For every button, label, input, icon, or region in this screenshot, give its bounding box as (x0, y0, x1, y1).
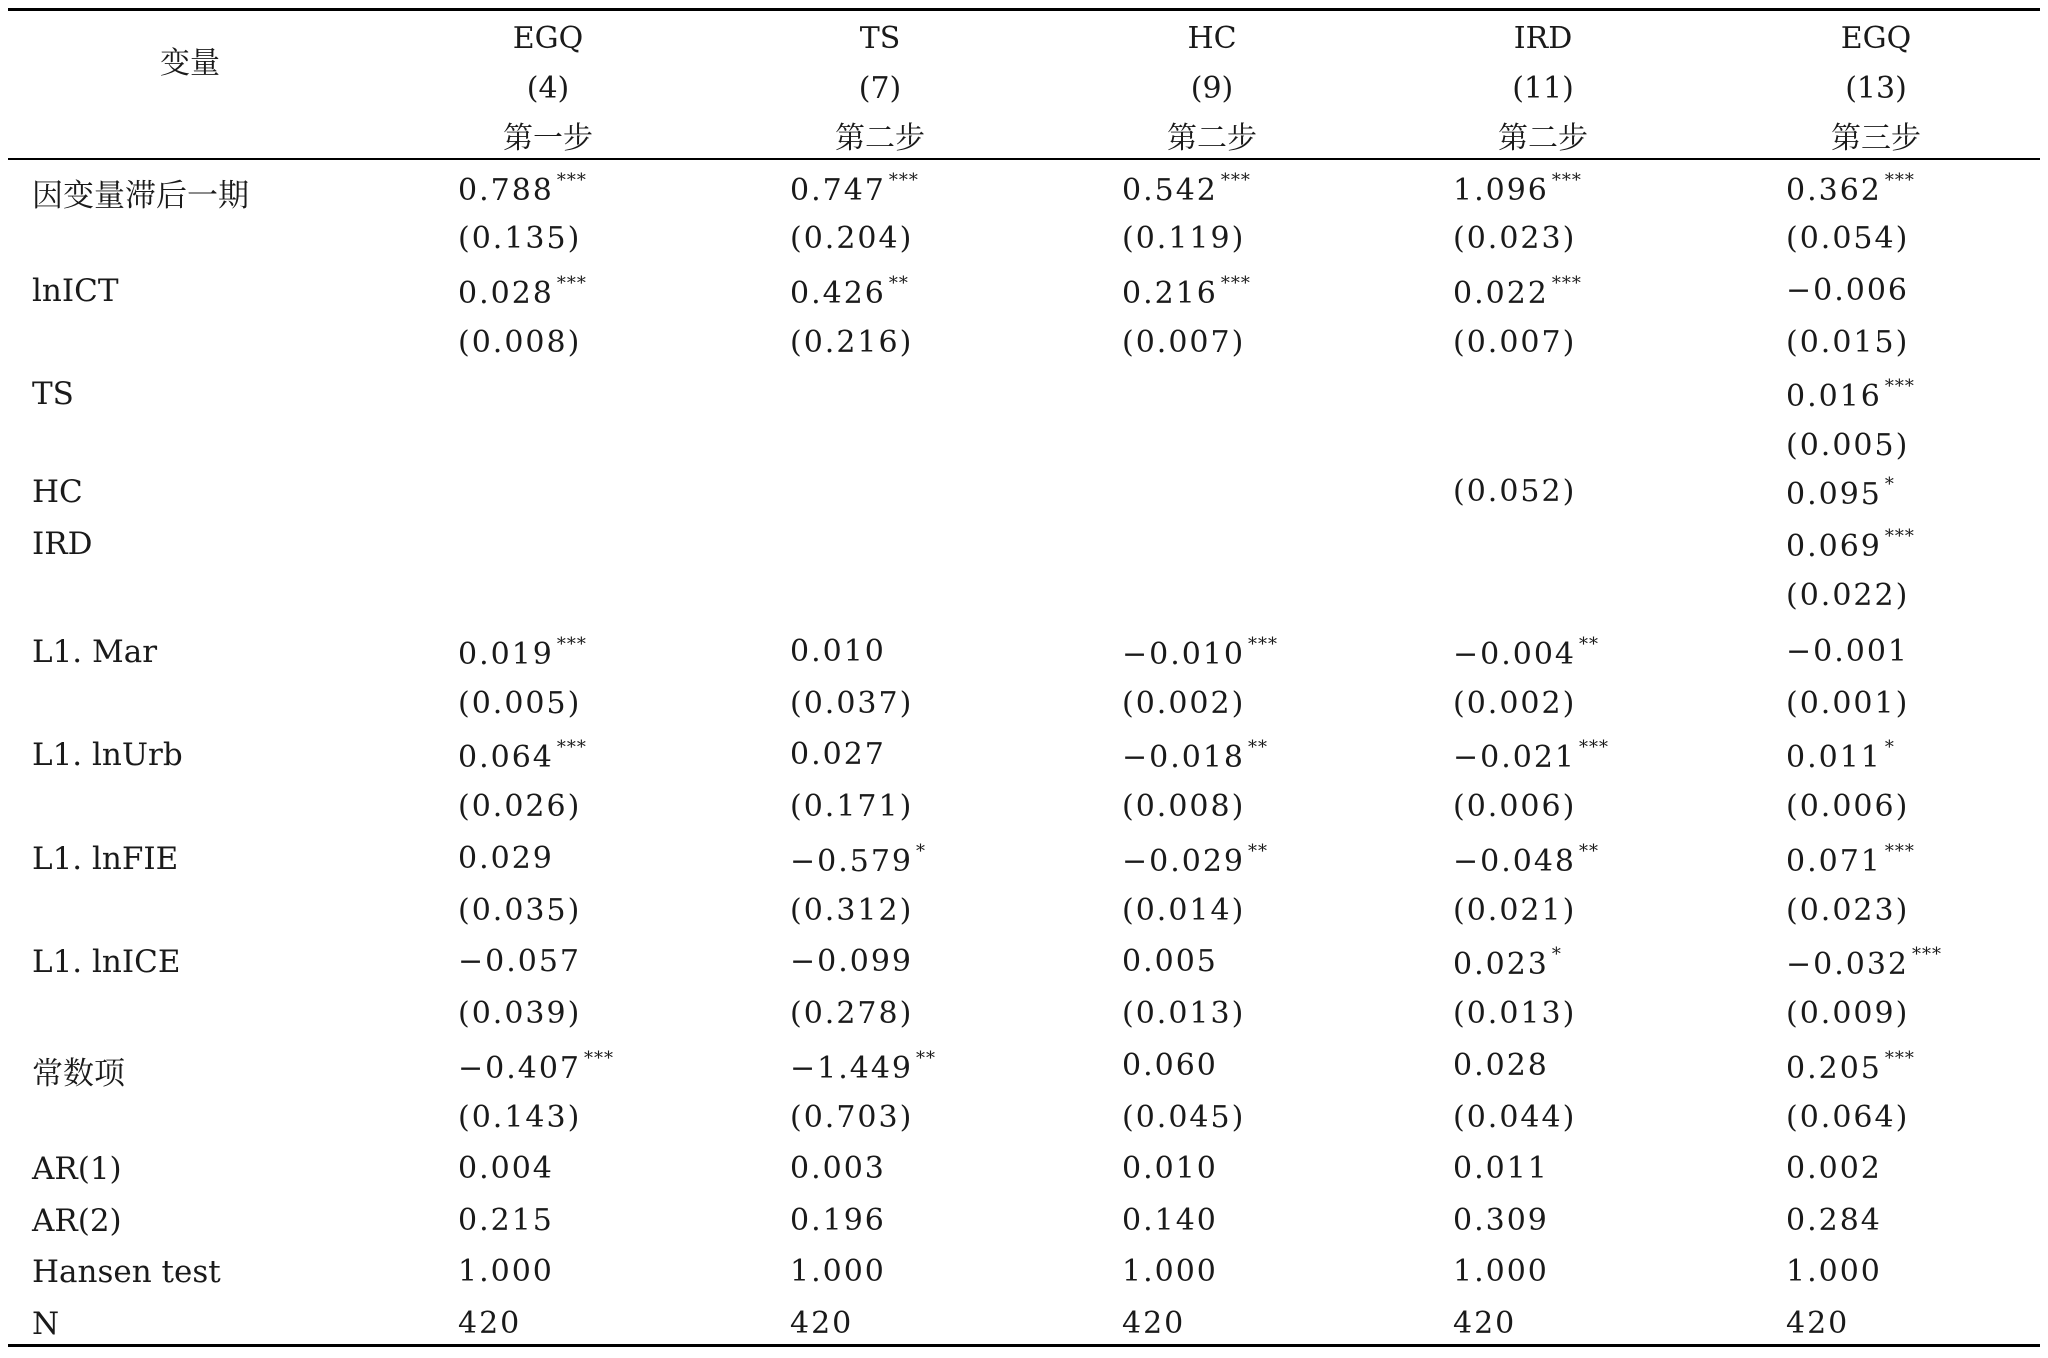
significance-stars: ** (1248, 737, 1269, 758)
table-cell (790, 634, 886, 669)
cell-value: 0.011 (1786, 740, 1882, 775)
cell-value: (0.009) (1786, 996, 1910, 1031)
cell-value: −0.006 (1786, 273, 1910, 308)
cell-value: 420 (1453, 1306, 1517, 1341)
significance-stars: ** (1579, 634, 1600, 655)
cell-value: (0.216) (790, 325, 914, 360)
table-cell (1786, 1048, 1915, 1086)
table-cell (1786, 526, 1915, 564)
cell-value: 0.019 (458, 637, 554, 672)
cell-value: 0.216 (1122, 276, 1218, 311)
variable-header: 变量 (160, 46, 220, 81)
table-cell (790, 1254, 886, 1289)
column-header-step: 第二步 (835, 121, 925, 156)
table-cell (1786, 273, 1909, 308)
table-cell (1453, 686, 1576, 721)
table-cell (1122, 893, 1245, 928)
cell-value: (0.008) (1122, 789, 1246, 824)
table-cell (790, 1203, 886, 1238)
table-cell (458, 944, 581, 979)
significance-stars: *** (1884, 841, 1915, 862)
table-cell (790, 1048, 936, 1086)
table-cell (1786, 996, 1909, 1031)
table-cell (1453, 1048, 1549, 1083)
row-label: 因变量滞后一期 (32, 178, 249, 214)
table-cell (1786, 578, 1909, 613)
column-header-num: (13) (1845, 71, 1907, 106)
cell-value: −0.001 (1786, 634, 1910, 669)
significance-stars: *** (556, 273, 587, 294)
table-header-rule (8, 158, 2040, 160)
cell-value: 0.022 (1453, 276, 1549, 311)
significance-stars: * (1884, 737, 1895, 758)
significance-stars: * (1551, 944, 1562, 965)
cell-value: 0.309 (1453, 1203, 1549, 1238)
column-header-step: 第二步 (1167, 121, 1257, 156)
column-header-num: (11) (1512, 71, 1574, 106)
cell-value: 420 (458, 1306, 522, 1341)
column-header-4 (1443, 14, 1643, 164)
table-cell (1453, 1254, 1549, 1289)
table-cell (1122, 944, 1218, 979)
table-cell (1453, 893, 1576, 928)
cell-value: (0.013) (1453, 996, 1577, 1031)
cell-value: (0.064) (1786, 1100, 1910, 1135)
column-header-num: (4) (526, 71, 570, 106)
cell-value: (0.026) (458, 789, 582, 824)
cell-value: 0.004 (458, 1151, 554, 1186)
cell-value: (0.037) (790, 686, 914, 721)
table-cell (1786, 893, 1909, 928)
cell-value: −0.029 (1122, 844, 1246, 879)
table-cell (790, 1306, 853, 1341)
cell-value: 1.000 (1786, 1254, 1882, 1289)
table-cell (790, 893, 913, 928)
column-header-num: (7) (858, 71, 902, 106)
row-label: IRD (32, 526, 93, 562)
row-label: lnICT (32, 273, 119, 309)
cell-value: 0.023 (1453, 947, 1549, 982)
table-cell (1786, 221, 1909, 256)
cell-value: 1.000 (1453, 1254, 1549, 1289)
table-cell (1122, 996, 1245, 1031)
cell-value: 0.016 (1786, 379, 1882, 414)
table-cell (790, 1100, 913, 1135)
table-cell (1122, 634, 1278, 672)
cell-value: (0.008) (458, 325, 582, 360)
column-header-2 (780, 14, 980, 164)
significance-stars: *** (1220, 273, 1251, 294)
cell-value: (0.022) (1786, 578, 1910, 613)
table-cell (1122, 686, 1245, 721)
cell-value: 0.060 (1122, 1048, 1218, 1083)
significance-stars: ** (1579, 841, 1600, 862)
table-cell (1786, 428, 1909, 463)
cell-value: (0.045) (1122, 1100, 1246, 1135)
cell-value: 0.064 (458, 740, 554, 775)
significance-stars: * (1884, 474, 1895, 495)
cell-value: −0.579 (790, 844, 914, 879)
table-cell (1122, 273, 1251, 311)
table-cell (458, 325, 581, 360)
table-cell (458, 1100, 581, 1135)
table-cell (1453, 170, 1582, 208)
table-cell (790, 686, 913, 721)
column-header-1 (448, 14, 648, 164)
table-cell (790, 841, 926, 879)
cell-value: 1.000 (1122, 1254, 1218, 1289)
table-cell (1453, 273, 1582, 311)
table-cell (790, 1151, 886, 1186)
cell-value: 0.028 (1453, 1048, 1549, 1083)
cell-value: (0.035) (458, 893, 582, 928)
column-header-name: HC (1187, 21, 1237, 56)
cell-value: 0.140 (1122, 1203, 1218, 1238)
cell-value: (0.054) (1786, 221, 1910, 256)
table-cell (1122, 1254, 1218, 1289)
table-cell (458, 996, 581, 1031)
table-cell (1453, 325, 1576, 360)
column-header-5 (1776, 14, 1976, 164)
cell-value: 0.196 (790, 1203, 886, 1238)
table-cell (790, 170, 919, 208)
cell-value: 0.284 (1786, 1203, 1882, 1238)
cell-value: 0.215 (458, 1203, 554, 1238)
table-cell (458, 1254, 554, 1289)
cell-value: 0.003 (790, 1151, 886, 1186)
table-cell (1786, 325, 1909, 360)
row-label: L1. Mar (32, 634, 158, 670)
cell-value: 420 (790, 1306, 854, 1341)
table-cell (1786, 1203, 1882, 1238)
cell-value: −0.407 (458, 1051, 582, 1086)
cell-value: 0.005 (1122, 944, 1218, 979)
row-label: 常数项 (32, 1056, 125, 1092)
significance-stars: *** (556, 634, 587, 655)
significance-stars: ** (916, 1048, 937, 1069)
significance-stars: *** (584, 1048, 615, 1069)
table-cell (1453, 474, 1576, 509)
table-cell (1786, 376, 1915, 414)
column-header-name: IRD (1513, 21, 1573, 56)
table-top-rule (8, 8, 2040, 11)
column-header-step: 第二步 (1498, 121, 1588, 156)
significance-stars: *** (1248, 634, 1279, 655)
table-cell (1453, 1100, 1576, 1135)
table-bottom-rule (8, 1344, 2040, 1347)
significance-stars: *** (1579, 737, 1610, 758)
significance-stars: *** (1551, 170, 1582, 191)
table-cell (1453, 789, 1576, 824)
significance-stars: * (916, 841, 927, 862)
table-cell (1122, 1203, 1218, 1238)
cell-value: (0.023) (1453, 221, 1577, 256)
cell-value: 420 (1786, 1306, 1850, 1341)
cell-value: 0.011 (1453, 1151, 1549, 1186)
table-cell (1453, 1306, 1516, 1341)
table-cell (1453, 1203, 1549, 1238)
table-cell (458, 221, 581, 256)
cell-value: 0.028 (458, 276, 554, 311)
cell-value: 0.027 (790, 737, 886, 772)
cell-value: (0.002) (1453, 686, 1577, 721)
cell-value: (0.013) (1122, 996, 1246, 1031)
table-cell (1453, 996, 1576, 1031)
table-cell (458, 634, 587, 672)
row-label: L1. lnFIE (32, 841, 179, 877)
cell-value: (0.119) (1122, 221, 1246, 256)
cell-value: (0.005) (458, 686, 582, 721)
table-cell (1786, 474, 1895, 512)
column-header-step: 第三步 (1831, 121, 1921, 156)
table-cell (790, 273, 909, 311)
table-cell (1786, 841, 1915, 879)
table-cell (458, 893, 581, 928)
row-label: L1. lnICE (32, 944, 181, 980)
cell-value: 0.029 (458, 841, 554, 876)
cell-value: (0.312) (790, 893, 914, 928)
table-cell (458, 1306, 521, 1341)
table-cell (458, 1151, 554, 1186)
table-cell (1786, 686, 1909, 721)
cell-value: 0.542 (1122, 173, 1218, 208)
significance-stars: *** (1884, 376, 1915, 397)
cell-value: (0.006) (1786, 789, 1910, 824)
table-cell (1786, 1151, 1882, 1186)
table-cell (790, 789, 913, 824)
cell-value: 1.096 (1453, 173, 1549, 208)
cell-value: (0.007) (1453, 325, 1577, 360)
cell-value: 1.000 (458, 1254, 554, 1289)
table-cell (1122, 170, 1251, 208)
cell-value: 420 (1122, 1306, 1186, 1341)
cell-value: 0.205 (1786, 1051, 1882, 1086)
cell-value: −1.449 (790, 1051, 914, 1086)
significance-stars: *** (1884, 170, 1915, 191)
cell-value: (0.278) (790, 996, 914, 1031)
table-cell (1453, 1151, 1549, 1186)
table-cell (1122, 789, 1245, 824)
cell-value: (0.023) (1786, 893, 1910, 928)
cell-value: −0.018 (1122, 740, 1246, 775)
column-header-name: TS (859, 21, 901, 56)
table-cell (1122, 1151, 1218, 1186)
row-label: L1. lnUrb (32, 737, 183, 773)
table-cell (1453, 944, 1562, 982)
table-cell (458, 273, 587, 311)
cell-value: (0.015) (1786, 325, 1910, 360)
cell-value: −0.099 (790, 944, 914, 979)
column-header-num: (9) (1190, 71, 1234, 106)
table-cell (458, 686, 581, 721)
cell-value: (0.005) (1786, 428, 1910, 463)
significance-stars: *** (1884, 1048, 1915, 1069)
significance-stars: *** (1884, 526, 1915, 547)
cell-value: (0.007) (1122, 325, 1246, 360)
cell-value: 0.071 (1786, 844, 1882, 879)
table-cell (1786, 634, 1909, 669)
cell-value: 0.095 (1786, 477, 1882, 512)
cell-value: (0.044) (1453, 1100, 1577, 1135)
cell-value: −0.010 (1122, 637, 1246, 672)
cell-value: (0.171) (790, 789, 914, 824)
cell-value: (0.021) (1453, 893, 1577, 928)
significance-stars: *** (1912, 944, 1943, 965)
cell-value: −0.032 (1786, 947, 1910, 982)
significance-stars: ** (888, 273, 909, 294)
cell-value: −0.004 (1453, 637, 1577, 672)
table-cell (1122, 325, 1245, 360)
cell-value: −0.057 (458, 944, 582, 979)
cell-value: (0.002) (1122, 686, 1246, 721)
column-header-name: EGQ (1840, 21, 1912, 56)
cell-value: −0.048 (1453, 844, 1577, 879)
significance-stars: *** (888, 170, 919, 191)
table-cell (1122, 1306, 1185, 1341)
cell-value: 0.362 (1786, 173, 1882, 208)
significance-stars: *** (1551, 273, 1582, 294)
cell-value: (0.703) (790, 1100, 914, 1135)
column-header-name: EGQ (512, 21, 584, 56)
table-cell (1453, 737, 1609, 775)
table-cell (790, 221, 913, 256)
table-cell (1122, 221, 1245, 256)
cell-value: (0.135) (458, 221, 582, 256)
row-label: TS (32, 376, 74, 412)
significance-stars: *** (556, 170, 587, 191)
significance-stars: *** (1220, 170, 1251, 191)
table-cell (1122, 841, 1268, 879)
table-cell (1786, 1254, 1882, 1289)
table-cell (1453, 841, 1599, 879)
cell-value: 0.069 (1786, 529, 1882, 564)
cell-value: −0.021 (1453, 740, 1577, 775)
table-cell (458, 1203, 554, 1238)
cell-value: 0.788 (458, 173, 554, 208)
cell-value: (0.143) (458, 1100, 582, 1135)
row-label: N (32, 1306, 60, 1342)
table-cell (1786, 170, 1915, 208)
cell-value: (0.052) (1453, 474, 1577, 509)
table-cell (790, 325, 913, 360)
table-cell (1786, 1306, 1849, 1341)
row-label: AR(1) (32, 1151, 122, 1187)
table-cell (1786, 944, 1942, 982)
table-cell (790, 737, 886, 772)
cell-value: (0.014) (1122, 893, 1246, 928)
table-cell (458, 841, 554, 876)
column-header-3 (1112, 14, 1312, 164)
table-cell (1122, 1100, 1245, 1135)
table-cell (1786, 1100, 1909, 1135)
cell-value: (0.204) (790, 221, 914, 256)
cell-value: (0.006) (1453, 789, 1577, 824)
table-cell (1122, 737, 1268, 775)
table-cell (790, 996, 913, 1031)
table-cell (458, 737, 587, 775)
table-cell (1453, 634, 1599, 672)
cell-value: 0.747 (790, 173, 886, 208)
cell-value: 0.426 (790, 276, 886, 311)
cell-value: 0.002 (1786, 1151, 1882, 1186)
cell-value: (0.001) (1786, 686, 1910, 721)
row-label: HC (32, 474, 83, 510)
row-label: AR(2) (32, 1203, 122, 1239)
cell-value: 1.000 (790, 1254, 886, 1289)
table-cell (458, 789, 581, 824)
table-cell (1122, 1048, 1218, 1083)
table-cell (1453, 221, 1576, 256)
cell-value: 0.010 (1122, 1151, 1218, 1186)
significance-stars: *** (556, 737, 587, 758)
table-cell (1786, 737, 1895, 775)
table-cell (1786, 789, 1909, 824)
table-cell (458, 1048, 614, 1086)
table-cell (790, 944, 913, 979)
table-cell (458, 170, 587, 208)
significance-stars: ** (1248, 841, 1269, 862)
row-label: Hansen test (32, 1254, 221, 1290)
cell-value: (0.039) (458, 996, 582, 1031)
column-header-step: 第一步 (503, 121, 593, 156)
cell-value: 0.010 (790, 634, 886, 669)
